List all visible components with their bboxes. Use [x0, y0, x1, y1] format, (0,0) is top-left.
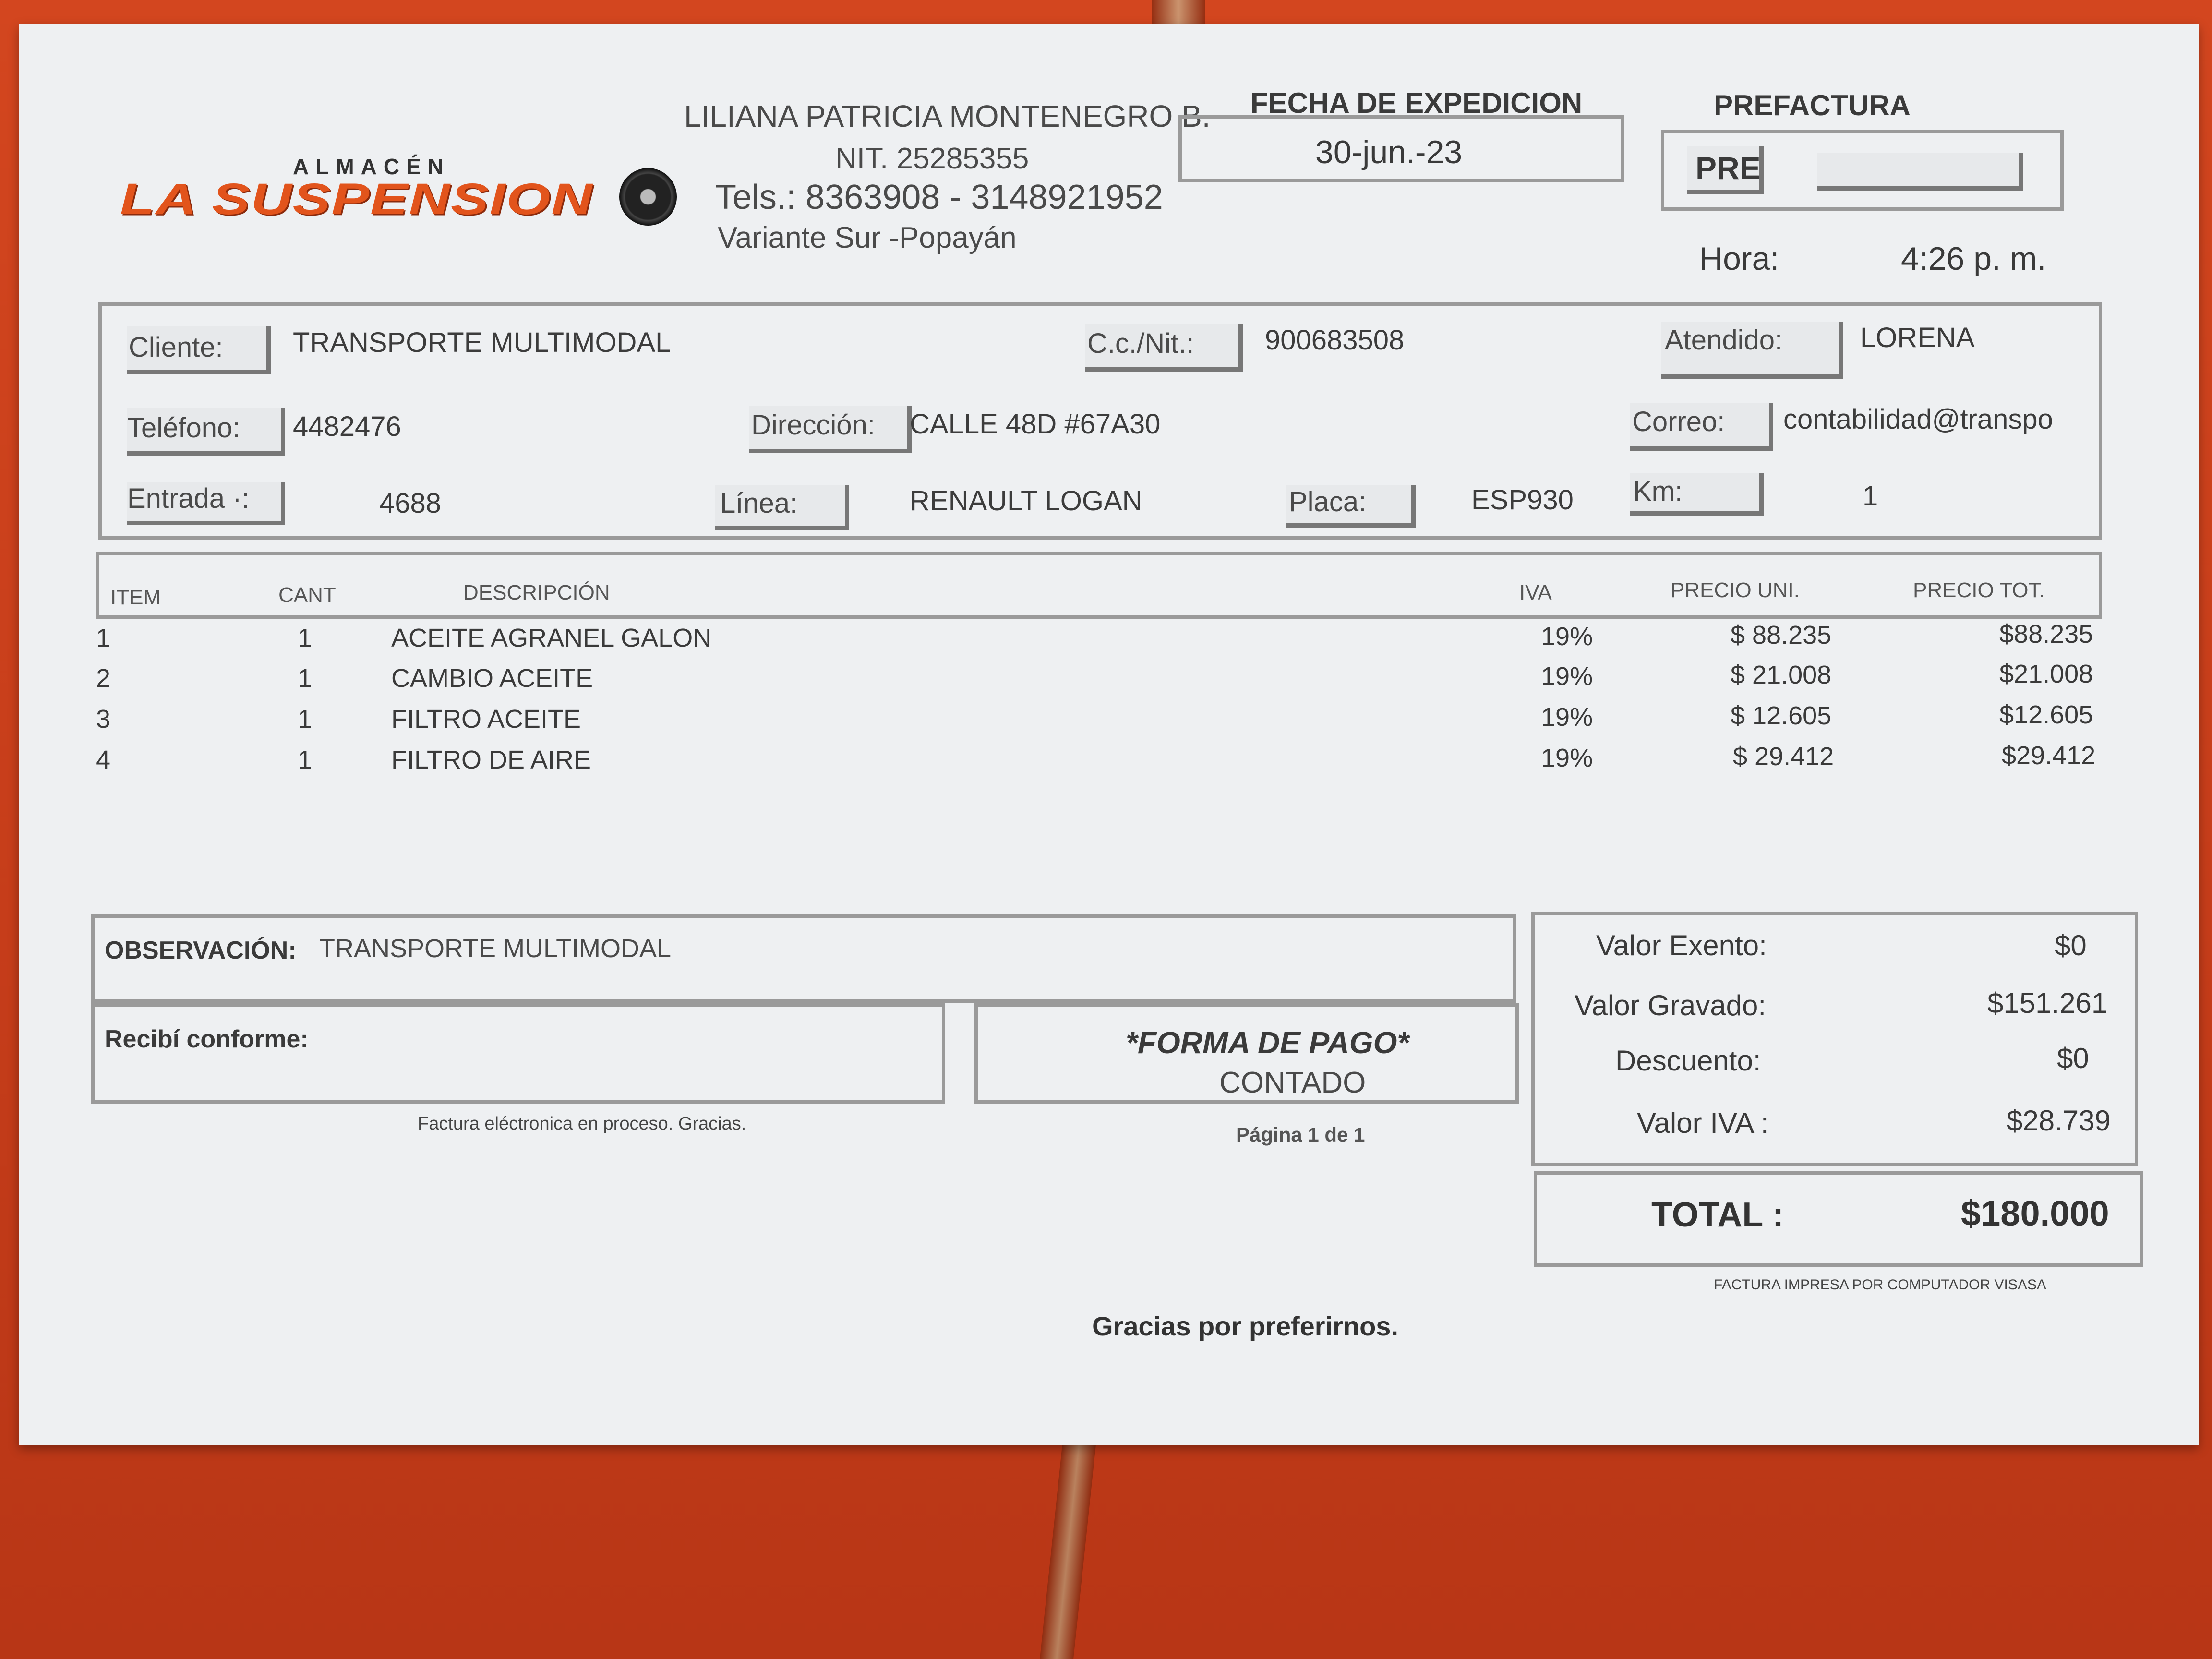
issuer-address: Variante Sur -Popayán — [718, 221, 1017, 254]
col-header-precio-uni: PRECIO UNI. — [1671, 578, 1800, 602]
cell-cant: 1 — [298, 624, 313, 652]
valor-iva-label: Valor IVA : — [1637, 1107, 1769, 1139]
cliente-label: Cliente: — [129, 332, 223, 363]
col-header-precio-tot: PRECIO TOT. — [1913, 578, 2045, 602]
col-header-descripcion: DESCRIPCIÓN — [463, 581, 610, 604]
descuento-value: $0 — [2057, 1042, 2089, 1074]
observacion-box — [91, 914, 1516, 1003]
linea-label: Línea: — [720, 488, 798, 519]
issuer-nit: NIT. 25285355 — [835, 142, 1029, 175]
valor-gravado-value: $151.261 — [1987, 987, 2108, 1019]
invoice-paper — [19, 24, 2199, 1445]
valor-exento-label: Valor Exento: — [1596, 929, 1767, 962]
recibi-label: Recibí conforme: — [105, 1025, 309, 1053]
entrada-label: Entrada ·: — [127, 483, 250, 514]
prefactura-code: PRE — [1695, 150, 1761, 186]
cell-cant: 1 — [298, 664, 313, 693]
logo-top-text: ALMACÉN — [293, 154, 450, 179]
linea-value: RENAULT LOGAN — [910, 485, 1142, 517]
nit-value: 900683508 — [1265, 325, 1405, 356]
issuer-name: LILIANA PATRICIA MONTENEGRO B. — [684, 99, 1211, 133]
telefono-label: Teléfono: — [127, 412, 240, 444]
cell-precio-uni: $ 21.008 — [1731, 661, 1832, 689]
cell-precio-uni: $ 29.412 — [1733, 742, 1834, 771]
total-label: TOTAL : — [1651, 1196, 1784, 1234]
nit-label: C.c./Nit.: — [1087, 328, 1194, 359]
electronic-invoice-note: Factura eléctronica en proceso. Gracias. — [418, 1114, 746, 1134]
cell-item: 2 — [96, 664, 111, 693]
cell-iva: 19% — [1541, 744, 1593, 772]
atendido-label: Atendido: — [1665, 325, 1783, 356]
placa-value: ESP930 — [1471, 484, 1574, 516]
cell-descripcion: ACEITE AGRANEL GALON — [391, 624, 712, 652]
pago-value: CONTADO — [1219, 1066, 1366, 1099]
cliente-value: TRANSPORTE MULTIMODAL — [293, 327, 671, 358]
printer-note: FACTURA IMPRESA POR COMPUTADOR VISASA — [1714, 1277, 2046, 1293]
correo-value: contabilidad@transpo — [1783, 404, 2053, 435]
cell-iva: 19% — [1541, 703, 1593, 732]
time-label: Hora: — [1699, 240, 1779, 277]
cell-item: 3 — [96, 705, 111, 733]
pago-label: *FORMA DE PAGO* — [1126, 1025, 1409, 1060]
valor-iva-value: $28.739 — [2007, 1105, 2111, 1137]
cell-precio-tot: $21.008 — [1999, 660, 2093, 688]
prefactura-label: PREFACTURA — [1714, 89, 1911, 121]
prefactura-number-box — [1817, 153, 2023, 191]
thanks-message: Gracias por preferirnos. — [1092, 1311, 1399, 1341]
date-value: 30-jun.-23 — [1315, 134, 1463, 170]
cell-item: 1 — [96, 624, 111, 652]
cell-item: 4 — [96, 745, 111, 774]
time-value: 4:26 p. m. — [1901, 240, 2046, 277]
atendido-value: LORENA — [1860, 322, 1975, 353]
page-indicator: Página 1 de 1 — [1236, 1123, 1365, 1146]
col-header-iva: IVA — [1519, 581, 1552, 604]
disc-icon — [619, 168, 677, 226]
col-header-item: ITEM — [110, 586, 161, 609]
table-header-box — [96, 552, 2102, 619]
cell-precio-uni: $ 88.235 — [1731, 621, 1832, 649]
cell-precio-tot: $29.412 — [2002, 741, 2096, 770]
correo-label: Correo: — [1632, 406, 1725, 437]
direccion-value: CALLE 48D #67A30 — [910, 409, 1161, 440]
date-label: FECHA DE EXPEDICION — [1250, 87, 1583, 119]
issuer-phones: Tels.: 8363908 - 3148921952 — [715, 178, 1163, 216]
direccion-label: Dirección: — [751, 409, 875, 441]
cell-precio-uni: $ 12.605 — [1731, 701, 1832, 730]
total-value: $180.000 — [1961, 1193, 2109, 1233]
cell-iva: 19% — [1541, 622, 1593, 651]
col-header-cant: CANT — [278, 583, 336, 607]
observacion-label: OBSERVACIÓN: — [105, 937, 297, 964]
km-label: Km: — [1633, 476, 1683, 507]
valor-gravado-label: Valor Gravado: — [1575, 989, 1767, 1022]
observacion-value: TRANSPORTE MULTIMODAL — [319, 934, 672, 963]
store-logo — [120, 154, 677, 264]
cell-descripcion: CAMBIO ACEITE — [391, 664, 593, 693]
cell-precio-tot: $88.235 — [1999, 620, 2093, 649]
placa-label: Placa: — [1289, 486, 1367, 517]
cell-descripcion: FILTRO DE AIRE — [391, 745, 591, 774]
telefono-value: 4482476 — [293, 411, 401, 442]
cell-cant: 1 — [298, 745, 313, 774]
cell-cant: 1 — [298, 705, 313, 733]
entrada-value: 4688 — [379, 488, 442, 519]
descuento-label: Descuento: — [1615, 1045, 1761, 1077]
km-value: 1 — [1863, 481, 1878, 512]
cell-iva: 19% — [1541, 662, 1593, 691]
background-crack — [1040, 1440, 1096, 1659]
valor-exento-value: $0 — [2055, 929, 2087, 962]
cell-descripcion: FILTRO ACEITE — [391, 705, 581, 733]
logo-main-text: LA SUSPENSION — [120, 174, 593, 224]
cell-precio-tot: $12.605 — [1999, 700, 2093, 729]
